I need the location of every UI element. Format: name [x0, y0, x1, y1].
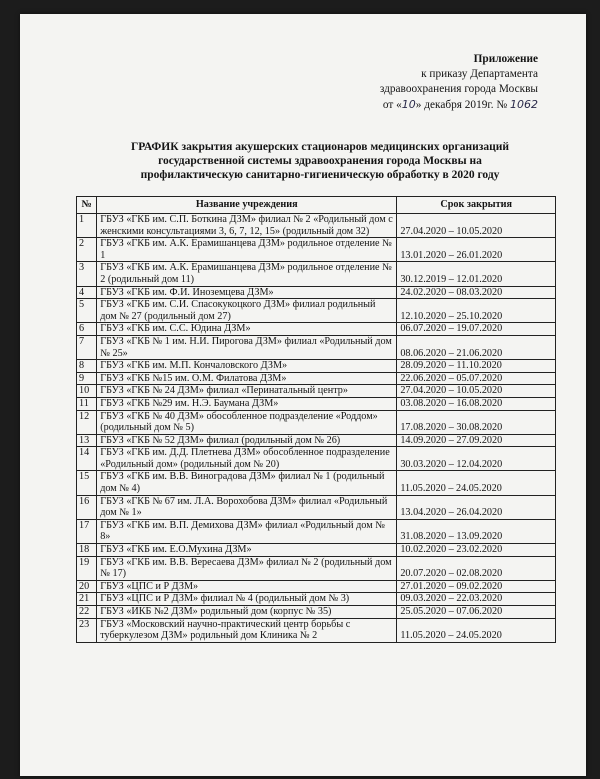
row-number: 9 [77, 372, 97, 385]
date-prefix: от « [382, 99, 402, 111]
closure-dates: 10.02.2020 – 23.02.2020 [397, 544, 556, 557]
closure-dates: 17.08.2020 – 30.08.2020 [397, 410, 556, 434]
table-row [77, 335, 556, 359]
institution-name: ГБУЗ «ГКБ им. Е.О.Мухина ДЗМ» [97, 544, 397, 557]
row-number: 22 [77, 606, 97, 619]
institution-name: ГБУЗ «ГКБ №15 им. О.М. Филатова ДЗМ» [97, 372, 397, 385]
title-line-3: профилактическую санитарно-гигиеническую обработку в 2020 году [140, 169, 500, 181]
closure-dates: 24.02.2020 – 08.03.2020 [397, 286, 556, 299]
table-row [77, 606, 556, 619]
appendix-header [380, 52, 538, 113]
institution-name: ГБУЗ «ГКБ им. В.П. Демихова ДЗМ» филиал «Родильный дом № 8» [97, 519, 397, 543]
closure-dates: 25.05.2020 – 07.06.2020 [397, 606, 556, 619]
institution-name: ГБУЗ «ГКБ им. С.И. Спасокукоцкого ДЗМ» филиал родильный дом № 27 (родильный дом 27) [97, 299, 397, 323]
row-number: 7 [77, 335, 97, 359]
institution-name: ГБУЗ «ГКБ им. В.В. Вересаева ДЗМ» филиал № 2 (родильный дом № 17) [97, 556, 397, 580]
table-row [77, 580, 556, 593]
institution-name: ГБУЗ «ИКБ №2 ДЗМ» родильный дом (корпус № 35) [97, 606, 397, 619]
closure-dates: 13.01.2020 – 26.01.2020 [397, 238, 556, 262]
row-number: 23 [77, 618, 97, 642]
table-row [77, 323, 556, 336]
institution-name: ГБУЗ «ГКБ №29 им. Н.Э. Баумана ДЗМ» [97, 397, 397, 410]
table-row [77, 434, 556, 447]
table-header-row [77, 197, 556, 214]
document-title [110, 140, 530, 182]
row-number: 20 [77, 580, 97, 593]
closure-dates: 27.04.2020 – 10.05.2020 [397, 214, 556, 238]
row-number: 2 [77, 238, 97, 262]
row-number: 13 [77, 434, 97, 447]
closure-dates: 30.12.2019 – 12.01.2020 [397, 262, 556, 286]
table-row [77, 262, 556, 286]
institution-name: ГБУЗ «ГКБ им. С.П. Боткина ДЗМ» филиал № 2 «Родильный дом с женскими консультациями 3, 6, 7, 12, 15» (родильный дом 32) [97, 214, 397, 238]
row-number: 21 [77, 593, 97, 606]
row-number: 11 [77, 397, 97, 410]
title-line-2: государственной системы здравоохранения города Москвы на [158, 155, 482, 167]
institution-name: ГБУЗ «ЦПС и Р ДЗМ» [97, 580, 397, 593]
appendix-line-2: здравоохранения города Москвы [379, 83, 538, 95]
table-row [77, 372, 556, 385]
table-row [77, 447, 556, 471]
row-number: 15 [77, 471, 97, 495]
row-number: 12 [77, 410, 97, 434]
row-number: 14 [77, 447, 97, 471]
table-row [77, 299, 556, 323]
appendix-line-1: к приказу Департамента [421, 68, 538, 80]
institution-name: ГБУЗ «ГКБ № 1 им. Н.И. Пирогова ДЗМ» филиал «Родильный дом № 25» [97, 335, 397, 359]
table-row [77, 618, 556, 642]
institution-name: ГБУЗ «ГКБ им. Ф.И. Иноземцева ДЗМ» [97, 286, 397, 299]
closure-dates: 30.03.2020 – 12.04.2020 [397, 447, 556, 471]
closure-dates: 28.09.2020 – 11.10.2020 [397, 360, 556, 373]
institution-name: ГБУЗ «ГКБ № 40 ДЗМ» обособленное подразделение «Роддом» (родильный дом № 5) [97, 410, 397, 434]
header-number: № [77, 197, 97, 214]
table-row [77, 519, 556, 543]
handwritten-day: 10 [401, 98, 416, 111]
institution-name: ГБУЗ «ГКБ им. А.К. Ерамишанцева ДЗМ» родильное отделение № 2 (родильный дом 11) [97, 262, 397, 286]
row-number: 18 [77, 544, 97, 557]
institution-name: ГБУЗ «ГКБ № 67 им. Л.А. Ворохобова ДЗМ» филиал «Родильный дом № 1» [97, 495, 397, 519]
table-row [77, 286, 556, 299]
row-number: 10 [77, 385, 97, 398]
closure-dates: 06.07.2020 – 19.07.2020 [397, 323, 556, 336]
table-row [77, 471, 556, 495]
header-closure-period: Срок закрытия [397, 197, 556, 214]
closure-dates: 31.08.2020 – 13.09.2020 [397, 519, 556, 543]
institution-name: ГБУЗ «ГКБ № 24 ДЗМ» филиал «Перинатальный центр» [97, 385, 397, 398]
table-row [77, 410, 556, 434]
table-row [77, 593, 556, 606]
closure-dates: 12.10.2020 – 25.10.2020 [397, 299, 556, 323]
institution-name: ГБУЗ «ГКБ им. С.С. Юдина ДЗМ» [97, 323, 397, 336]
row-number: 19 [77, 556, 97, 580]
closure-dates: 11.05.2020 – 24.05.2020 [397, 618, 556, 642]
closure-dates: 27.04.2020 – 10.05.2020 [397, 385, 556, 398]
table-row [77, 556, 556, 580]
closure-dates: 09.03.2020 – 22.03.2020 [397, 593, 556, 606]
institution-name: ГБУЗ «ГКБ им. Д.Д. Плетнева ДЗМ» обособленное подразделение «Родильный дом» (родильный дом № 20) [97, 447, 397, 471]
table-row [77, 385, 556, 398]
table-row [77, 360, 556, 373]
institution-name: ГБУЗ «ГКБ им. В.В. Виноградова ДЗМ» филиал № 1 (родильный дом № 4) [97, 471, 397, 495]
row-number: 1 [77, 214, 97, 238]
institution-name: ГБУЗ «ЦПС и Р ДЗМ» филиал № 4 (родильный дом № 3) [97, 593, 397, 606]
row-number: 5 [77, 299, 97, 323]
handwritten-order-number: 1062 [510, 98, 538, 111]
closure-dates: 11.05.2020 – 24.05.2020 [397, 471, 556, 495]
row-number: 17 [77, 519, 97, 543]
row-number: 4 [77, 286, 97, 299]
row-number: 6 [77, 323, 97, 336]
appendix-title: Приложение [473, 53, 538, 65]
date-suffix: » декабря 2019г. № [415, 99, 508, 111]
row-number: 8 [77, 360, 97, 373]
institution-name: ГБУЗ «ГКБ им. А.К. Ерамишанцева ДЗМ» родильное отделение № 1 [97, 238, 397, 262]
closure-dates: 27.01.2020 – 09.02.2020 [397, 580, 556, 593]
schedule-table [76, 196, 556, 643]
header-institution: Название учреждения [97, 197, 397, 214]
closure-dates: 22.06.2020 – 05.07.2020 [397, 372, 556, 385]
title-line-1: ГРАФИК закрытия акушерских стационаров медицинских организаций [130, 141, 510, 153]
table-row [77, 544, 556, 557]
institution-name: ГБУЗ «ГКБ им. М.П. Кончаловского ДЗМ» [97, 360, 397, 373]
institution-name: ГБУЗ «Московский научно-практический центр борьбы с туберкулезом ДЗМ» родильный дом Клиника № 2 [97, 618, 397, 642]
row-number: 3 [77, 262, 97, 286]
table-row [77, 495, 556, 519]
closure-dates: 14.09.2020 – 27.09.2020 [397, 434, 556, 447]
row-number: 16 [77, 495, 97, 519]
closure-dates: 03.08.2020 – 16.08.2020 [397, 397, 556, 410]
closure-dates: 13.04.2020 – 26.04.2020 [397, 495, 556, 519]
table-body [77, 214, 556, 643]
closure-dates: 08.06.2020 – 21.06.2020 [397, 335, 556, 359]
institution-name: ГБУЗ «ГКБ № 52 ДЗМ» филиал (родильный дом № 26) [97, 434, 397, 447]
table-row [77, 397, 556, 410]
table-row [77, 238, 556, 262]
appendix-date-line [380, 97, 538, 113]
closure-dates: 20.07.2020 – 02.08.2020 [397, 556, 556, 580]
table-row [77, 214, 556, 238]
document-page [20, 14, 586, 776]
